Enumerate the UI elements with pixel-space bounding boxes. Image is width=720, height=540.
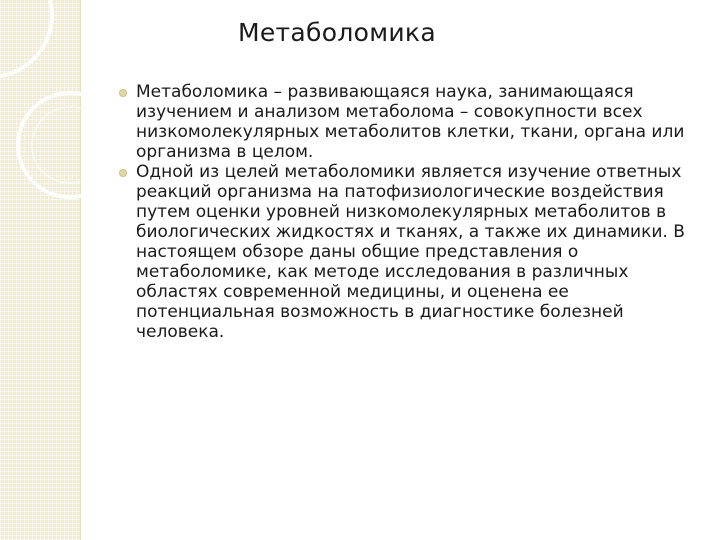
bullet-icon [119, 169, 127, 177]
bullet-text: Одной из целей метаболомики является изучение ответных реакций организма на патофизиологические воздействия путем оценки уровней низкомолекулярных метаболитов в биологических жидкостях и тканях, а также их динамики. В настоящем обзоре даны общие представления о метаболомике, как методе исследования в различных областях современной медицины, и оценена ее потенциальная возможность в диагностике болезней человека. [136, 162, 685, 342]
bullet-item [100, 162, 700, 342]
bullet-item [100, 82, 700, 162]
bullet-text: Метаболомика – развивающаяся наука, занимающаяся изучением и анализом метаболома – совокупности всех низкомолекулярных метаболитов клетки, ткани, органа или организма в целом. [136, 82, 685, 162]
bullet-icon [119, 89, 127, 97]
bullet-list [100, 82, 700, 342]
slide-title: Метаболомика [238, 18, 436, 47]
